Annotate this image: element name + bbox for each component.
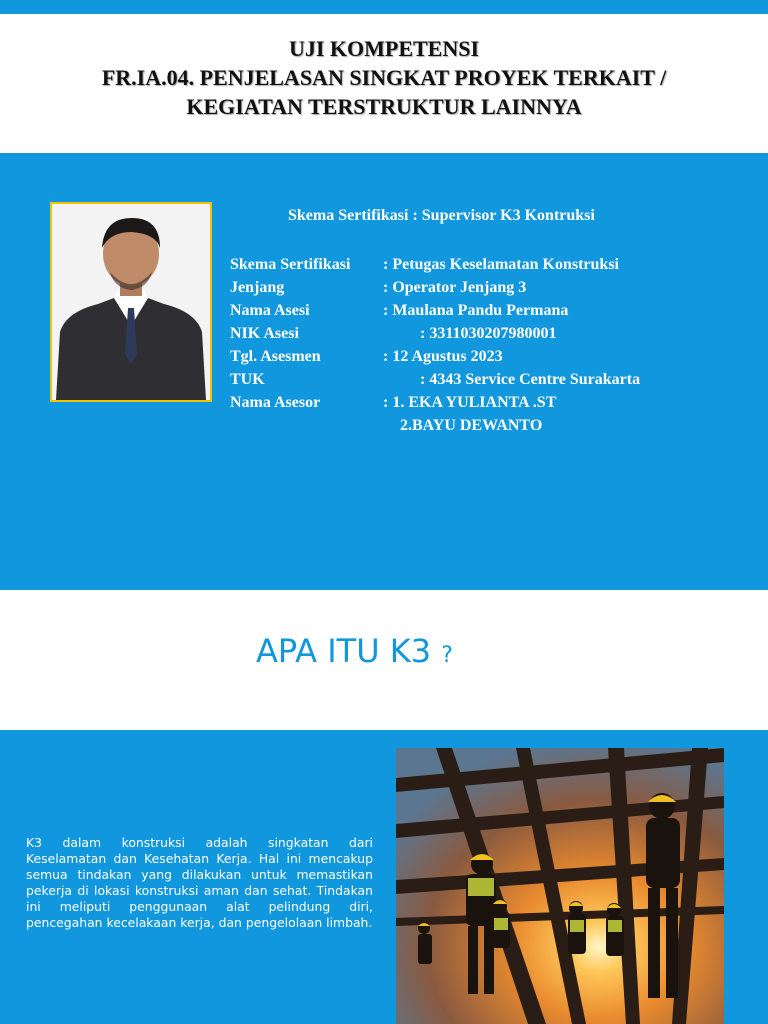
info-label: Jenjang bbox=[230, 279, 285, 296]
info-label: TUK bbox=[230, 371, 265, 388]
info-value: : Operator Jenjang 3 bbox=[383, 279, 527, 296]
info-label: Nama Asesor bbox=[230, 394, 321, 411]
header-title-line-3: KEGIATAN TERSTRUKTUR LAINNYA bbox=[186, 94, 582, 119]
info-value: : Petugas Keselamatan Konstruksi bbox=[383, 256, 619, 273]
info-value: : 12 Agustus 2023 bbox=[383, 348, 503, 365]
info-value: : 3311030207980001 bbox=[420, 325, 557, 342]
info-value: : 4343 Service Centre Surakarta bbox=[420, 371, 641, 388]
construction-workers-image bbox=[396, 748, 724, 1024]
info-value: : Maulana Pandu Permana bbox=[383, 302, 569, 319]
section-title-suffix: ? bbox=[441, 643, 453, 668]
header-title-line-1: UJI KOMPETENSI bbox=[288, 36, 480, 61]
section-title bbox=[256, 632, 453, 670]
profile-photo bbox=[50, 202, 212, 402]
info-label: Nama Asesi bbox=[230, 302, 310, 319]
header-title-line-2: FR.IA.04. PENJELASAN SINGKAT PROYEK TERKAIT / bbox=[101, 65, 667, 90]
k3-description: K3 dalam konstruksi adalah singkatan dari Keselamatan dan Kesehatan Kerja. Hal ini mencakup semua tindakan yang dilakukan untuk memastikan pekerja di lokasi konstruksi aman dan sehat. Tindakan ini meliputi penggunaan alat pelindung diri, pencegahan kecelakaan kerja, dan pengelolaan limbah. bbox=[26, 835, 373, 930]
portrait-illustration bbox=[52, 204, 210, 400]
top-color-strip bbox=[0, 0, 768, 14]
info-value: 2.BAYU DEWANTO bbox=[400, 417, 543, 434]
info-label: Skema Sertifikasi bbox=[230, 256, 351, 273]
construction-scene-illustration bbox=[396, 748, 724, 1024]
header bbox=[0, 14, 768, 153]
info-value: : 1. EKA YULIANTA .ST bbox=[383, 394, 557, 411]
scheme-title: Skema Sertifikasi : Supervisor K3 Kontruksi bbox=[288, 207, 595, 224]
info-label: Tgl. Asesmen bbox=[230, 348, 321, 365]
info-label: NIK Asesi bbox=[230, 325, 299, 342]
section-title-text: APA ITU K3 bbox=[256, 632, 432, 670]
